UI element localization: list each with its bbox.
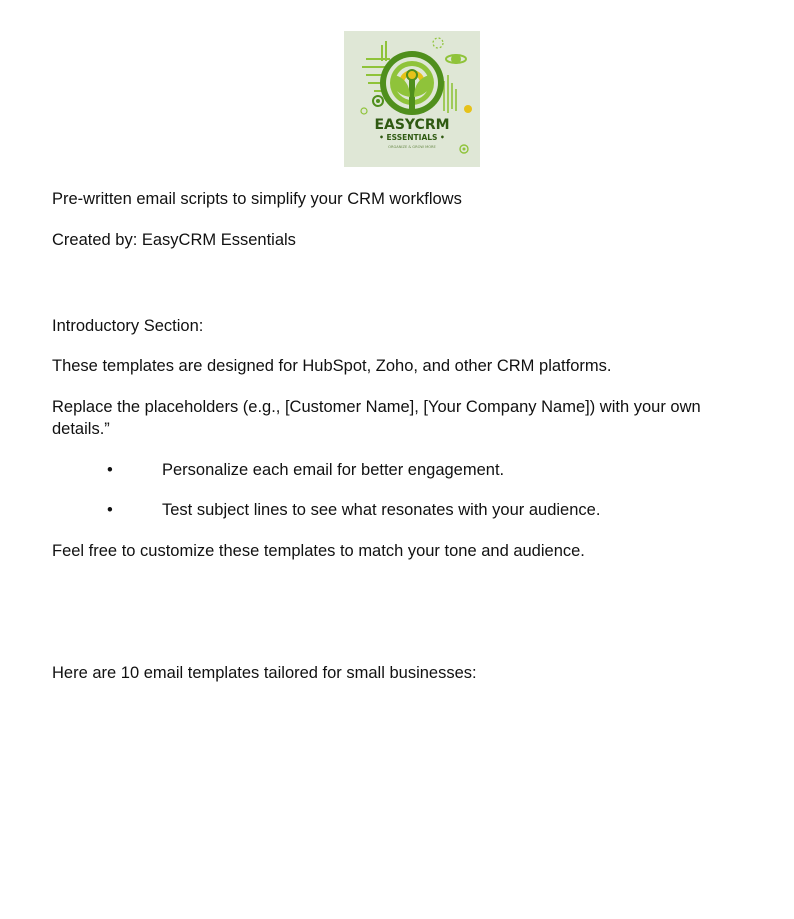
document-subtitle: Pre-written email scripts to simplify your CRM workflows [52, 190, 462, 208]
bullet-text: Test subject lines to see what resonates with your audience. [162, 501, 601, 519]
customize-note: Feel free to customize these templates to match your tone and audience. [52, 542, 585, 560]
bullet-marker: • [107, 501, 113, 519]
created-by: Created by: EasyCRM Essentials [52, 231, 296, 249]
templates-intro: Here are 10 email templates tailored for small businesses: [52, 664, 477, 682]
easycrm-logo [344, 31, 480, 167]
replace-placeholders-note: Replace the placeholders (e.g., [Customer Name], [Your Company Name]) with your own details.” [52, 398, 701, 438]
logo-tagline: ORGANIZE & GROW MORE [388, 145, 436, 149]
intro-paragraph: These templates are designed for HubSpot, Zoho, and other CRM platforms. [52, 357, 612, 375]
logo-brand-line2: • ESSENTIALS • [379, 133, 445, 142]
bullet-marker: • [107, 461, 113, 479]
logo-graphic [344, 31, 480, 167]
deco-dot-right [464, 105, 472, 113]
bullet-text: Personalize each email for better engagement. [162, 461, 505, 479]
section-heading: Introductory Section: [52, 317, 204, 335]
logo-brand-line1: EASYCRM [374, 117, 450, 133]
